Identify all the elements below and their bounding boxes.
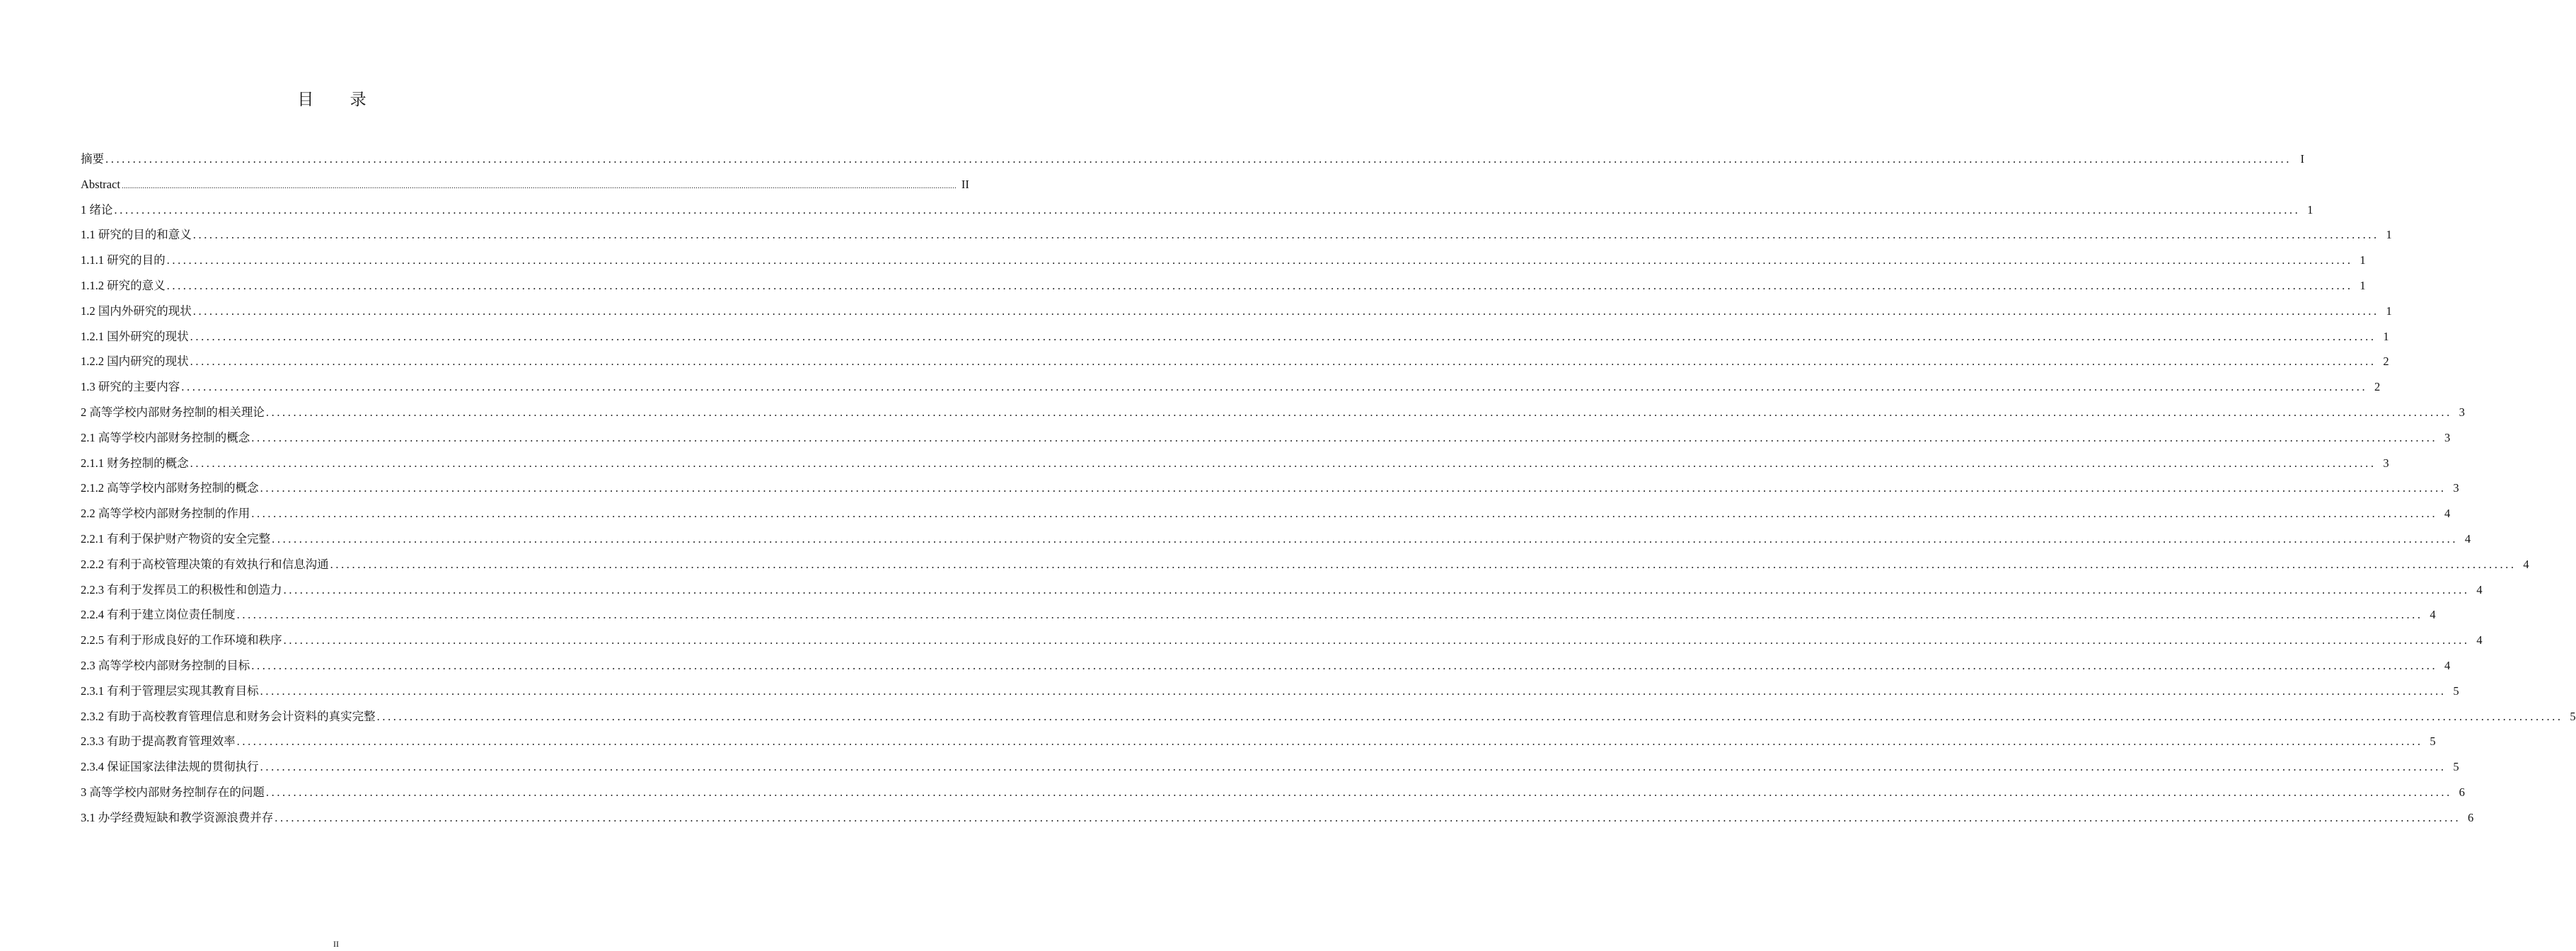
toc-leader-dots: ................................................................................................................................................................................................................................................................................................................................................................................................................ <box>190 329 2376 343</box>
toc-entry-page: 5 <box>2430 734 2436 749</box>
toc-leader-dots: ................................................................................................................................................................................................................................................................................................................................................................................................................ <box>190 355 2376 369</box>
toc-entry-page: 5 <box>2453 684 2459 698</box>
toc-leader-dots: ................................................................................................................................................................................................................................................................................................................................................................................................................ <box>181 380 2368 394</box>
toc-leader-dots: ................................................................................................................................................................................................................................................................................................................................................................................................................ <box>166 253 2353 267</box>
toc-entry-title: 3 高等学校内部财务控制存在的问题 <box>81 785 265 799</box>
toc-entry[interactable] <box>81 248 2366 273</box>
toc-entry-page: 3 <box>2453 481 2459 495</box>
toc-entry[interactable] <box>81 425 2451 451</box>
toc-entry[interactable] <box>81 400 2465 425</box>
toc-entry-page: 4 <box>2444 507 2451 521</box>
toc-entry-page: 4 <box>2430 608 2436 622</box>
toc-leader-dots: ................................................................................................................................................................................................................................................................................................................................................................................................................ <box>190 456 2376 470</box>
toc-leader-dots: ................................................................................................................................................................................................................................................................................................................................................................................................................ <box>260 684 2447 698</box>
toc-entry-title: 2.2.2 有利于高校管理决策的有效执行和信息沟通 <box>81 557 329 571</box>
toc-leader-dots: ................................................................................................................................................................................................................................................................................................................................................................................................................ <box>265 405 2452 419</box>
toc-leader-dots: ................................................................................................................................................................................................................................................................................................................................................................................................................ <box>166 278 2353 292</box>
toc-entry-page: 1 <box>2386 304 2392 318</box>
toc-entry-page: 6 <box>2459 785 2465 799</box>
toc-entry-title: 1.2 国内外研究的现状 <box>81 304 192 318</box>
toc-entry-page: 1 <box>2360 278 2366 292</box>
toc-entry-page: I <box>2300 152 2304 166</box>
toc-entry[interactable] <box>81 729 2436 754</box>
toc-entry-page: 3 <box>2459 405 2465 419</box>
toc-entry-title: 2.2.5 有利于形成良好的工作环境和秩序 <box>81 633 282 647</box>
toc-entry[interactable] <box>81 552 2529 577</box>
toc-entry-page: 4 <box>2464 531 2471 546</box>
toc-leader-dots: ................................................................................................................................................................................................................................................................................................................................................................................................................ <box>251 658 2438 672</box>
toc-entry-page: 1 <box>2307 202 2314 217</box>
toc-entry-title: 2.3.4 保证国家法律法规的贯彻执行 <box>81 760 259 774</box>
toc-entry-title: 2.3 高等学校内部财务控制的目标 <box>81 658 250 672</box>
toc-entry-title: 2.3.3 有助于提高教育管理效率 <box>81 734 236 749</box>
toc-entry[interactable] <box>81 577 2483 603</box>
toc-leader-dots: ................................................................................................................................................................................................................................................................................................................................................................................................................ <box>105 152 2292 166</box>
toc-entry-title: 3.1 办学经费短缺和教学资源浪费并存 <box>81 810 274 824</box>
toc-entry[interactable] <box>81 704 2576 730</box>
toc-entry-title: 2.1 高等学校内部财务控制的概念 <box>81 430 250 444</box>
toc-entry-title: 2 高等学校内部财务控制的相关理论 <box>81 405 265 419</box>
toc-leader-dots: ................................................................................................................................................................................................................................................................................................................................................................................................................ <box>251 430 2438 444</box>
toc-leader-dots: ................................................................................................................................................................................................................................................................................................................................................................................................................ <box>121 181 957 190</box>
toc-entry-title: 2.3.2 有助于高校教育管理信息和财务会计资料的真实完整 <box>81 709 376 723</box>
toc-entry[interactable] <box>81 222 2392 248</box>
toc-list <box>81 146 2576 831</box>
toc-entry[interactable] <box>81 780 2465 805</box>
toc-entry[interactable] <box>81 754 2459 780</box>
toc-entry-page: 2 <box>2374 380 2381 394</box>
page-number: II <box>333 939 339 949</box>
toc-leader-dots: ................................................................................................................................................................................................................................................................................................................................................................................................................ <box>114 202 2301 217</box>
toc-entry-page: 4 <box>2444 658 2451 672</box>
toc-entry-page: 1 <box>2386 228 2392 242</box>
toc-entry[interactable] <box>81 172 969 197</box>
toc-entry-title: 2.1.2 高等学校内部财务控制的概念 <box>81 481 259 495</box>
toc-entry-title: 2.2.3 有利于发挥员工的积极性和创造力 <box>81 582 282 596</box>
toc-entry[interactable] <box>81 653 2451 679</box>
toc-entry[interactable] <box>81 501 2451 526</box>
toc-entry-page: II <box>961 177 969 191</box>
toc-entry-title: 1.1.1 研究的目的 <box>81 253 166 267</box>
toc-entry-page: 5 <box>2453 760 2459 774</box>
toc-entry-page: 4 <box>2523 557 2529 571</box>
toc-entry[interactable] <box>81 805 2474 831</box>
toc-entry-title: 2.2.1 有利于保护财产物资的安全完整 <box>81 531 271 546</box>
toc-leader-dots: ................................................................................................................................................................................................................................................................................................................................................................................................................ <box>283 633 2470 647</box>
toc-entry[interactable] <box>81 679 2459 704</box>
toc-entry[interactable] <box>81 273 2366 299</box>
toc-leader-dots: ................................................................................................................................................................................................................................................................................................................................................................................................................ <box>192 228 2379 242</box>
toc-leader-dots: ................................................................................................................................................................................................................................................................................................................................................................................................................ <box>236 734 2423 749</box>
toc-entry-title: 2.3.1 有利于管理层实现其教育目标 <box>81 684 259 698</box>
toc-leader-dots: ................................................................................................................................................................................................................................................................................................................................................................................................................ <box>260 481 2447 495</box>
toc-leader-dots: ................................................................................................................................................................................................................................................................................................................................................................................................................ <box>192 304 2379 318</box>
toc-leader-dots: ................................................................................................................................................................................................................................................................................................................................................................................................................ <box>236 608 2423 622</box>
toc-entry-title: 2.2 高等学校内部财务控制的作用 <box>81 507 250 521</box>
toc-entry[interactable] <box>81 146 2304 172</box>
toc-entry[interactable] <box>81 299 2392 324</box>
toc-entry-title: 1.2.1 国外研究的现状 <box>81 329 189 343</box>
toc-entry-title: Abstract <box>81 177 120 191</box>
toc-entry-page: 6 <box>2468 810 2474 824</box>
toc-leader-dots: ................................................................................................................................................................................................................................................................................................................................................................................................................ <box>260 760 2447 774</box>
toc-entry[interactable] <box>81 324 2389 350</box>
toc-leader-dots: ................................................................................................................................................................................................................................................................................................................................................................................................................ <box>376 709 2563 723</box>
toc-entry-title: 1.2.2 国内研究的现状 <box>81 355 189 369</box>
toc-title: 目 录 <box>297 91 382 109</box>
toc-entry-page: 2 <box>2383 355 2389 369</box>
toc-entry[interactable] <box>81 476 2459 501</box>
toc-leader-dots: ................................................................................................................................................................................................................................................................................................................................................................................................................ <box>275 810 2461 824</box>
toc-entry-page: 1 <box>2383 329 2389 343</box>
toc-entry[interactable] <box>81 197 2314 223</box>
toc-entry[interactable] <box>81 451 2389 476</box>
toc-entry-title: 摘要 <box>81 152 104 166</box>
toc-entry[interactable] <box>81 602 2436 628</box>
toc-entry-page: 4 <box>2476 633 2483 647</box>
toc-entry-title: 1.1 研究的目的和意义 <box>81 228 192 242</box>
toc-entry[interactable] <box>81 349 2389 374</box>
toc-leader-dots: ................................................................................................................................................................................................................................................................................................................................................................................................................ <box>272 531 2459 546</box>
toc-entry-title: 1 绪论 <box>81 202 113 217</box>
toc-entry[interactable] <box>81 526 2471 552</box>
toc-entry[interactable] <box>81 628 2483 653</box>
toc-entry-title: 1.3 研究的主要内容 <box>81 380 180 394</box>
toc-entry-page: 4 <box>2476 582 2483 596</box>
toc-entry-page: 3 <box>2444 430 2451 444</box>
toc-entry[interactable] <box>81 374 2381 400</box>
toc-leader-dots: ................................................................................................................................................................................................................................................................................................................................................................................................................ <box>251 507 2438 521</box>
toc-entry-title: 2.1.1 财务控制的概念 <box>81 456 189 470</box>
toc-entry-page: 5 <box>2570 709 2576 723</box>
toc-entry-page: 3 <box>2383 456 2389 470</box>
toc-entry-title: 2.2.4 有利于建立岗位责任制度 <box>81 608 236 622</box>
toc-leader-dots: ................................................................................................................................................................................................................................................................................................................................................................................................................ <box>265 785 2452 799</box>
toc-leader-dots: ................................................................................................................................................................................................................................................................................................................................................................................................................ <box>283 582 2470 596</box>
toc-entry-page: 1 <box>2360 253 2366 267</box>
toc-leader-dots: ................................................................................................................................................................................................................................................................................................................................................................................................................ <box>330 557 2517 571</box>
toc-entry-title: 1.1.2 研究的意义 <box>81 278 166 292</box>
